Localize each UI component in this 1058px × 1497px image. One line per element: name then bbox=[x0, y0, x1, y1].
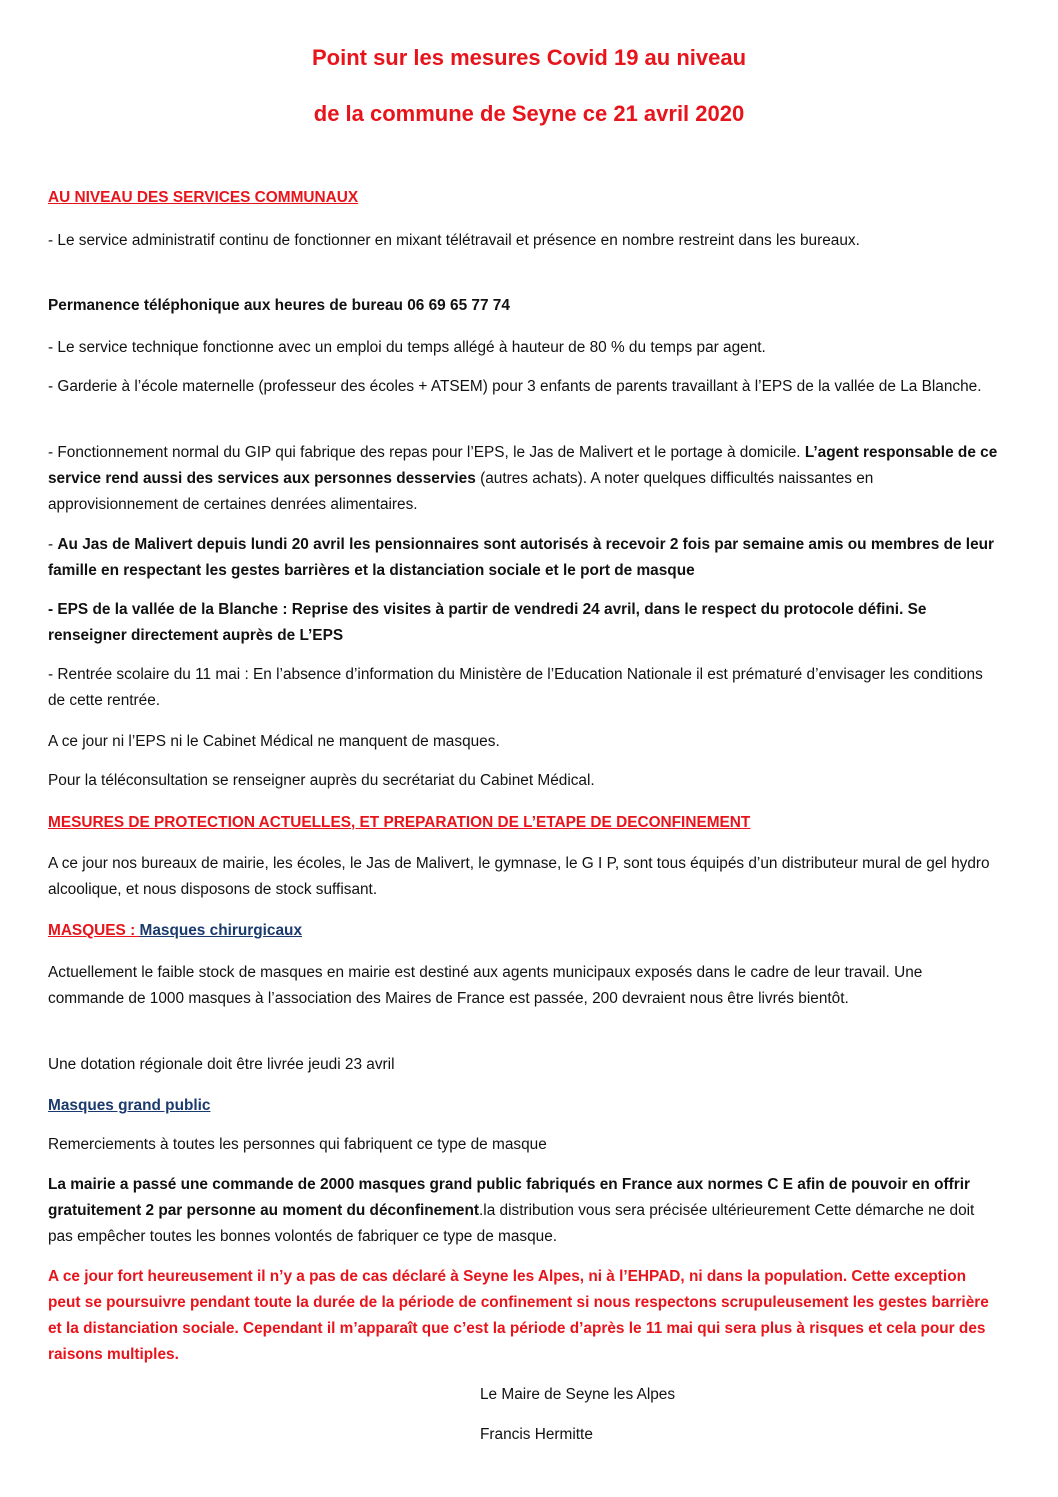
section-heading-masques bbox=[48, 918, 998, 944]
paragraph-masques-eps: A ce jour ni l’EPS ni le Cabinet Médical ne manquent de masques. bbox=[48, 733, 500, 750]
paragraph-eps-vallee: - EPS de la vallée de la Blanche : Reprise des visites à partir de vendredi 24 avril, dans le respect du protocole défini. Se renseigner directement auprès de L’EPS bbox=[48, 601, 927, 644]
paragraph-stock-masques: Actuellement le faible stock de masques en mairie est destiné aux agents municipaux exposés dans le cadre de leur travail. Une commande de 1000 masques à l’association des Maires de France est passée, 200 devraient nous être livrés bientôt. bbox=[48, 964, 923, 1007]
document-title-line-2: de la commune de Seyne ce 21 avril 2020 bbox=[313, 101, 745, 126]
paragraph-alerte-situation: A ce jour fort heureusement il n’y a pas de cas déclaré à Seyne les Alpes, ni à l’EHPAD, ni dans la population. Cette exception peut se poursuivre pendant toute la durée de la période de confinement si nous respectons scrupuleusement les gestes barrière et la distanciation sociale. Cependant il m’apparaît que c’est la période d’après le 11 mai qui sera plus à risques et cela pour des raisons multiples. bbox=[48, 1268, 989, 1363]
paragraph-gel-hydro: A ce jour nos bureaux de mairie, les écoles, le Jas de Malivert, le gymnase, le G I P, sont tous équipés d’un distributeur mural de gel hydro alcoolique, et nous disposons de stock suffisant. bbox=[48, 855, 990, 898]
heading-mesures-text: MESURES DE PROTECTION ACTUELLES, ET PREPARATION DE L’ETAPE DE DECONFINEMENT bbox=[48, 814, 751, 831]
paragraph-garderie: - Garderie à l’école maternelle (professeur des écoles + ATSEM) pour 3 enfants de parents travaillant à l’EPS de la vallée de La Blanche. bbox=[48, 378, 982, 395]
jas-text-a: - bbox=[48, 536, 58, 553]
paragraph-teleconsultation: Pour la téléconsultation se renseigner auprès du secrétariat du Cabinet Médical. bbox=[48, 772, 595, 789]
paragraph-remerciements: Remerciements à toutes les personnes qui fabriquent ce type de masque bbox=[48, 1136, 547, 1153]
heading-services-text: AU NIVEAU DES SERVICES COMMUNAUX bbox=[48, 189, 359, 206]
paragraph-permanence-telephonique: Permanence téléphonique aux heures de bureau 06 69 65 77 74 bbox=[48, 297, 510, 314]
paragraph-service-administratif: - Le service administratif continu de fonctionner en mixant télétravail et présence en nombre restreint dans les bureaux. bbox=[48, 232, 860, 249]
paragraph-commande-masques bbox=[48, 1172, 998, 1250]
paragraph-gip bbox=[48, 440, 998, 518]
commande-text-rest: .la distribution vous sera précisée ultérieurement Cette démarche ne doit pas empêcher toutes les bonnes volontés de fabriquer ce type de masque. bbox=[48, 1202, 975, 1245]
commande-text-bold: La mairie a passé une commande de 2000 masques grand public fabriqués en France aux normes C E afin de pouvoir en offrir gratuitement 2 par personne au moment du déconfinement bbox=[48, 1176, 971, 1219]
document-title-line-1: Point sur les mesures Covid 19 au niveau bbox=[311, 45, 747, 70]
paragraph-dotation-regionale: Une dotation régionale doit être livrée jeudi 23 avril bbox=[48, 1056, 395, 1073]
signature-name: Francis Hermitte bbox=[480, 1426, 593, 1443]
paragraph-service-technique: - Le service technique fonctionne avec un emploi du temps allégé à hauteur de 80 % du temps par agent. bbox=[48, 339, 766, 356]
gip-text-a: - Fonctionnement normal du GIP qui fabrique des repas pour l’EPS, le Jas de Malivert et le portage à domicile. bbox=[48, 444, 805, 461]
jas-text-bold: Au Jas de Malivert depuis lundi 20 avril les pensionnaires sont autorisés à recevoir 2 fois par semaine amis ou membres de leur famille en respectant les gestes barrières et la distanciation sociale et le port de masque bbox=[48, 536, 995, 579]
section-heading-grand-public bbox=[48, 1093, 998, 1119]
paragraph-rentree-scolaire: - Rentrée scolaire du 11 mai : En l’absence d’information du Ministère de l’Education Nationale il est prématuré d’envisager les conditions de cette rentrée. bbox=[48, 666, 983, 709]
signature-role: Le Maire de Seyne les Alpes bbox=[480, 1386, 676, 1403]
section-heading-services bbox=[48, 185, 998, 211]
gip-text-bold: L’agent responsable de ce service rend aussi des services aux personnes desservies bbox=[48, 444, 998, 487]
section-heading-mesures bbox=[48, 810, 998, 836]
heading-grand-public-text: Masques grand public bbox=[48, 1097, 211, 1114]
heading-masques-red: MASQUES : bbox=[48, 922, 140, 939]
heading-masques-chirurgicaux: Masques chirurgicaux bbox=[139, 922, 303, 939]
gip-text-c: (autres achats). A noter quelques difficultés naissantes en approvisionnement de certaines denrées alimentaires. bbox=[48, 470, 874, 513]
paragraph-jas-de-malivert bbox=[48, 532, 998, 584]
